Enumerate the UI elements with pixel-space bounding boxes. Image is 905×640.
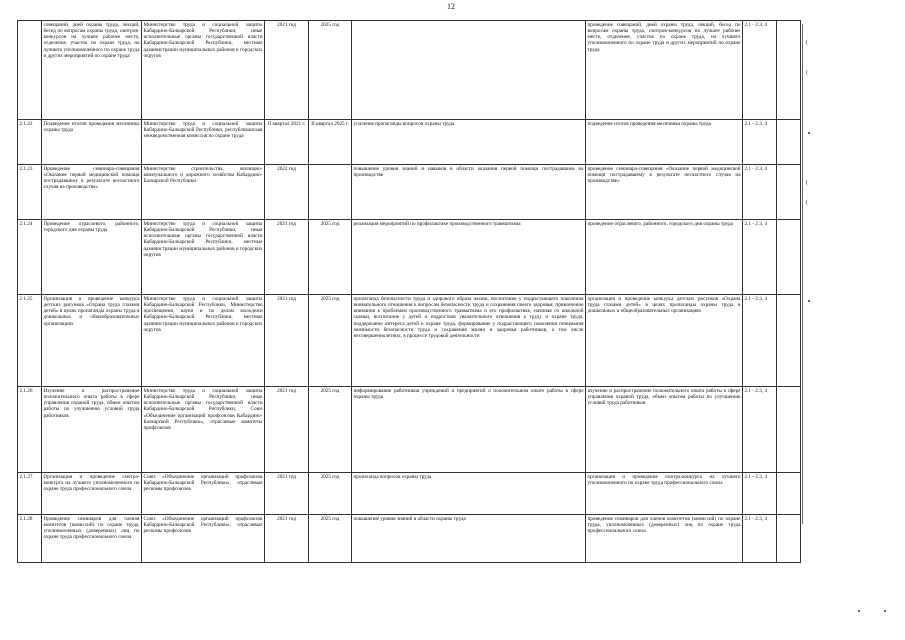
indicator-link: 2.1 - 2.3, 4 bbox=[743, 473, 777, 515]
row-number: 2.1.26 bbox=[18, 387, 42, 473]
row-number: 2.1.25 bbox=[18, 295, 42, 387]
start-date: 2021 год bbox=[265, 473, 309, 515]
activity-name: Организация и проведение смотра-конкурса на лучшего уполномоченного по охране труда профессионального союза bbox=[42, 473, 142, 515]
page-number: 12 bbox=[447, 2, 455, 11]
indicator-link: 2.1 - 2.3, 4 bbox=[743, 165, 777, 220]
activity-name: Подведение итогов проведения месячника охраны труда bbox=[42, 120, 142, 165]
scan-mark: ( bbox=[806, 40, 808, 46]
empty-cell bbox=[777, 21, 801, 120]
scan-dot bbox=[808, 300, 810, 302]
expected-direct-result: организация и проведение конкурса детских рисунков «Охрана труда глазами детей» в целях пропаганды охраны труда в дошкольных и общеобразовательных организациях bbox=[586, 295, 743, 387]
end-date: II квартал 2025 г. bbox=[309, 120, 352, 165]
start-date: 2022 год bbox=[265, 165, 309, 220]
expected-social-result: пропаганда безопасности труда и здорового образа жизни, воспитание у подрастающего поколения внимательного отношения к вопросам безопасности труда и сохранения своего здоровья, привлечение внимания к проблемам производственного травматизма и его профилактике, начиная со школьной скамьи, воспитание у детей и подростков уважительного отношения к труду и охране труда, поддержание интереса детей к охране труда, формирование у подрастающего поколения понимания значимости безопасности труда и сохранения жизни и здоровья работников, а том числе несовершеннолетних, в процессе трудовой деятельности bbox=[352, 295, 586, 387]
start-date: 2021 год bbox=[265, 515, 309, 563]
expected-direct-result: изучение и распространение положительного опыта работы в сфере управления охраной труда, обмен опытом работы по улучшению условий труда работников bbox=[586, 387, 743, 473]
end-date: 2025 год bbox=[309, 295, 352, 387]
table-row bbox=[18, 120, 801, 165]
expected-direct-result: подведение итогов проведения месячника охраны труда bbox=[586, 120, 743, 165]
scan-dot bbox=[808, 132, 810, 134]
end-date bbox=[309, 165, 352, 220]
indicator-link: 2.1 - 2.3, 4 bbox=[743, 387, 777, 473]
responsible-executor: Министерство труда и социальной защиты Кабардино-Балкарской Республики, иные исполнительные органы государственной власти Кабардино-Балкарской Республики, Союз «Объединение организаций профсоюзов Кабардино-Балкарской Республики», отраслевые комитеты профсоюзов bbox=[142, 387, 265, 473]
expected-direct-result: проведение семинара-совещания «Оказание первой медицинской помощи пострадавшему в результате несчастного случая на производстве» bbox=[586, 165, 743, 220]
responsible-executor: Министерство труда и социальной защиты Кабардино-Балкарской Республики, иные исполнительные органы государственной власти Кабардино-Балкарской Республики, местные администрации муниципальных районов и городских округов bbox=[142, 21, 265, 120]
end-date: 2025 год bbox=[309, 220, 352, 295]
expected-direct-result: организация и проведение смотра-конкурса на лучшего уполномоченного по охране труда профессионального союза bbox=[586, 473, 743, 515]
scan-mark: ( bbox=[806, 70, 808, 76]
empty-cell bbox=[777, 220, 801, 295]
activity-name: Изучение и распространение положительного опыта работы в сфере управления охраной труда, обмен опытом работы по улучшению условий труда работников bbox=[42, 387, 142, 473]
row-number: 2.1.27 bbox=[18, 473, 42, 515]
responsible-executor: Министерство труда и социальной защиты Кабардино-Балкарской Республики, иные исполнительные органы государственной власти Кабардино-Балкарской Республики, местные администрации муниципальных районов и городских округов bbox=[142, 220, 265, 295]
indicator-link: 2.1 - 2.3, 4 bbox=[743, 515, 777, 563]
row-number: 2.1.23 bbox=[18, 165, 42, 220]
start-date: 2021 год bbox=[265, 295, 309, 387]
empty-cell bbox=[777, 387, 801, 473]
expected-social-result: усиление пропаганды вопросов охраны труда bbox=[352, 120, 586, 165]
table-row bbox=[18, 295, 801, 387]
activity-name: совещаний, дней охраны труда, лекций, бесед по вопросам охраны труда, смотров-конкурсов на лучшее рабочее место, отделение, участок по охране труда, на лучшего уполномоченного по охране труда и других мероприятий по охране труда bbox=[42, 21, 142, 120]
responsible-executor: Министерство труда и социальной защиты Кабардино-Балкарской Республики, Министерство просвещения, науки и по делам молодежи Кабардино-Балкарской Республики, местные администрации муниципальных районов и городских округов bbox=[142, 295, 265, 387]
expected-social-result: повышение уровня знаний и навыков в области оказания первой помощи пострадавшим на производстве bbox=[352, 165, 586, 220]
activity-name: Проведение отраслевого, районного, городского дня охраны труда bbox=[42, 220, 142, 295]
empty-cell bbox=[777, 515, 801, 563]
row-number bbox=[18, 21, 42, 120]
table-row bbox=[18, 21, 801, 120]
scan-dot bbox=[884, 610, 886, 612]
expected-social-result: реализация мероприятий по профилактике производственного травматизма bbox=[352, 220, 586, 295]
responsible-executor: Министерство строительства, жилищно-коммунального и дорожного хозяйства Кабардино-Балкарской Республики bbox=[142, 165, 265, 220]
expected-social-result: пропаганда вопросов охраны труда bbox=[352, 473, 586, 515]
indicator-link: 2.1 - 2.3, 4 bbox=[743, 295, 777, 387]
end-date: 2025 год bbox=[309, 515, 352, 563]
row-number: 2.1.24 bbox=[18, 220, 42, 295]
table-row bbox=[18, 220, 801, 295]
row-number: 2.1.28 bbox=[18, 515, 42, 563]
end-date: 2025 год bbox=[309, 387, 352, 473]
empty-cell bbox=[777, 473, 801, 515]
start-date: II квартал 2021 г. bbox=[265, 120, 309, 165]
responsible-executor: Союз «Объединение организаций профсоюзов Кабардино-Балкарской Республики», отраслевые рескомы профсоюзов bbox=[142, 515, 265, 563]
start-date: 2021 год bbox=[265, 21, 309, 120]
indicator-link: 2.1 - 2.3, 4 bbox=[743, 120, 777, 165]
expected-social-result bbox=[352, 21, 586, 120]
end-date: 2025 год bbox=[309, 473, 352, 515]
expected-social-result: информирование работников учреждений и предприятий о положительном опыте работы в сфере охраны труда bbox=[352, 387, 586, 473]
empty-cell bbox=[777, 295, 801, 387]
empty-cell bbox=[777, 165, 801, 220]
scan-dot bbox=[858, 610, 860, 612]
indicator-link: 2.1 - 2.3, 4 bbox=[743, 21, 777, 120]
scan-mark: ( bbox=[806, 200, 808, 206]
start-date: 2021 год bbox=[265, 387, 309, 473]
table-row bbox=[18, 473, 801, 515]
responsible-executor: Министерство труда и социальной защиты Кабардино-Балкарской Республики, республиканская межведомственная комиссия по охране труда bbox=[142, 120, 265, 165]
responsible-executor: Союз «Объединение организаций профсоюзов Кабардино-Балкарской Республики», отраслевые рескомы профсоюзов bbox=[142, 473, 265, 515]
table-row bbox=[18, 387, 801, 473]
end-date: 2025 год bbox=[309, 21, 352, 120]
activity-name: Проведение семинара-совещания «Оказание первой медицинской помощи пострадавшему в результате несчастного случая на производстве» bbox=[42, 165, 142, 220]
expected-direct-result: проведение семинаров для членов комитетов (комиссий) по охране труда, уполномоченных (доверенных) лиц по охране труда профессионального союза bbox=[586, 515, 743, 563]
start-date: 2021 год bbox=[265, 220, 309, 295]
scan-mark: ( bbox=[806, 180, 808, 186]
empty-cell bbox=[777, 120, 801, 165]
row-number: 2.1.22 bbox=[18, 120, 42, 165]
indicator-link: 2.1 - 2.3, 4 bbox=[743, 220, 777, 295]
expected-direct-result: проведение отраслевого, районного, городского дня охраны труда bbox=[586, 220, 743, 295]
expected-social-result: повышение уровня знаний в области охраны труда bbox=[352, 515, 586, 563]
table-row bbox=[18, 165, 801, 220]
scan-edge-line bbox=[802, 24, 803, 524]
table-row bbox=[18, 515, 801, 563]
activity-name: Проведение семинаров для членов комитетов (комиссий) по охране труда, уполномоченных (доверенных) лиц по охране труда профессионального союза bbox=[42, 515, 142, 563]
expected-direct-result: проведение совещаний, дней охраны труда, лекций, бесед по вопросам охраны труда, смотров-конкурсов на лучшее рабочее место, отделение, участок по охране труда, на лучшего уполномоченного по охране труда и других мероприятий по охране труда bbox=[586, 21, 743, 120]
program-activities-table bbox=[17, 20, 801, 563]
activity-name: Организация и проведение конкурса детских рисунков «Охрана труда глазами детей» в целях пропаганды охраны труда в дошкольных и общеобразовательных организациях bbox=[42, 295, 142, 387]
